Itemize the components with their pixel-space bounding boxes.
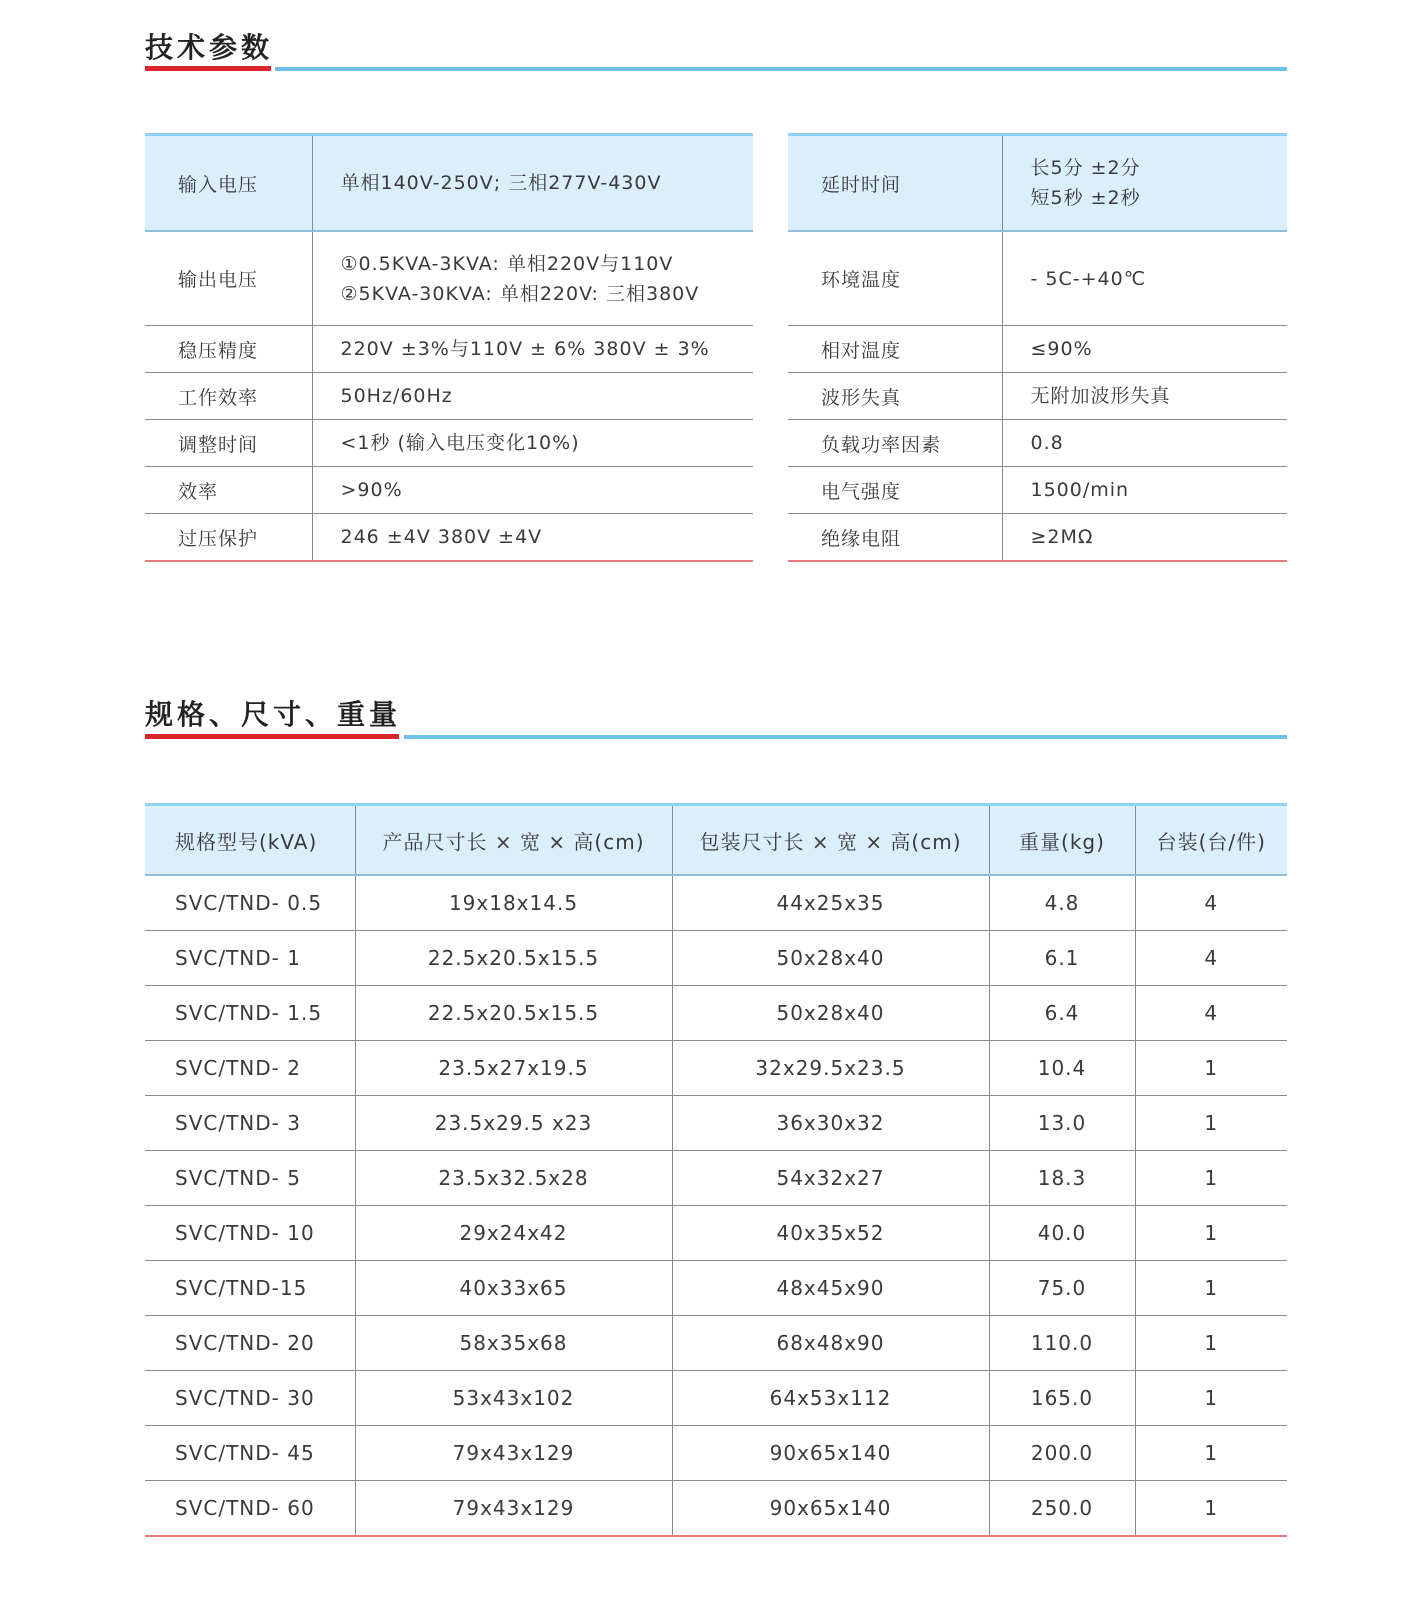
- section-title-tech-params: 技术参数: [145, 31, 274, 64]
- spec-value-line: - 5C-+40℃: [1030, 267, 1147, 290]
- table-cell: 40x33x65: [355, 1261, 672, 1316]
- table-cell: SVC/TND- 45: [145, 1426, 355, 1481]
- spec-value-line: ≥2MΩ: [1030, 526, 1094, 548]
- table-cell: 6.1: [989, 931, 1135, 986]
- spec-value: [312, 514, 753, 562]
- spec-label: 工作效率: [145, 373, 312, 420]
- spec-row: [145, 514, 753, 562]
- table-row: [145, 1151, 1287, 1206]
- column-header: 规格型号(kVA): [145, 805, 355, 876]
- table-cell: 23.5x29.5 x23: [355, 1096, 672, 1151]
- title-underline-blue: [404, 735, 1287, 739]
- spec-value: [1002, 514, 1287, 562]
- spec-row: [788, 135, 1287, 232]
- spec-value: [1002, 373, 1287, 420]
- spec-row: [788, 326, 1287, 373]
- table-cell: SVC/TND- 60: [145, 1481, 355, 1537]
- table-cell: 23.5x32.5x28: [355, 1151, 672, 1206]
- table-cell: 48x45x90: [672, 1261, 989, 1316]
- table-cell: 1: [1135, 1316, 1287, 1371]
- spec-row: [788, 373, 1287, 420]
- table-cell: 50x28x40: [672, 931, 989, 986]
- spec-label: 调整时间: [145, 420, 312, 467]
- spec-row: [788, 420, 1287, 467]
- spec-value-line: <1秒 (输入电压变化10%): [340, 432, 580, 454]
- table-cell: 53x43x102: [355, 1371, 672, 1426]
- table-cell: 32x29.5x23.5: [672, 1041, 989, 1096]
- table-row: [145, 1426, 1287, 1481]
- spec-value: [312, 420, 753, 467]
- spec-value: [312, 135, 753, 232]
- spec-value: [1002, 467, 1287, 514]
- spec-label: 输入电压: [145, 135, 312, 232]
- table-cell: 23.5x27x19.5: [355, 1041, 672, 1096]
- spec-value: [312, 373, 753, 420]
- table-cell: 64x53x112: [672, 1371, 989, 1426]
- spec-value-line: 220V ±3%与110V ± 6% 380V ± 3%: [340, 338, 710, 360]
- table-row: [145, 1316, 1287, 1371]
- spec-row: [788, 467, 1287, 514]
- table-cell: 10.4: [989, 1041, 1135, 1096]
- spec-label: 电气强度: [788, 467, 1002, 514]
- spec-value: [1002, 420, 1287, 467]
- table-cell: 1: [1135, 1371, 1287, 1426]
- table-row: [145, 875, 1287, 931]
- spec-row: [788, 231, 1287, 326]
- table-cell: 29x24x42: [355, 1206, 672, 1261]
- table-cell: 165.0: [989, 1371, 1135, 1426]
- spec-value-line: 50Hz/60Hz: [340, 385, 453, 407]
- section-title-sizes: 规格、尺寸、重量: [145, 698, 402, 731]
- spec-value: [312, 467, 753, 514]
- table-cell: 54x32x27: [672, 1151, 989, 1206]
- table-row: [145, 1206, 1287, 1261]
- table-row: [145, 931, 1287, 986]
- spec-value-line: ①0.5KVA-3KVA: 单相220V与110V: [340, 252, 674, 275]
- table-cell: 1: [1135, 1206, 1287, 1261]
- spec-value-line: 无附加波形失真: [1030, 385, 1171, 407]
- table-cell: 44x25x35: [672, 875, 989, 931]
- spec-value-line: 1500/min: [1030, 479, 1130, 501]
- column-header: 产品尺寸长 × 宽 × 高(cm): [355, 805, 672, 876]
- table-cell: 13.0: [989, 1096, 1135, 1151]
- table-cell: 68x48x90: [672, 1316, 989, 1371]
- table-cell: 1: [1135, 1151, 1287, 1206]
- table-cell: 1: [1135, 1426, 1287, 1481]
- spec-label: 延时时间: [788, 135, 1002, 232]
- table-cell: SVC/TND-15: [145, 1261, 355, 1316]
- table-cell: 6.4: [989, 986, 1135, 1041]
- column-header: 台装(台/件): [1135, 805, 1287, 876]
- title-underline-blue: [275, 67, 1287, 71]
- spec-row: [145, 135, 753, 232]
- spec-table-left: [145, 133, 753, 562]
- spec-row: [145, 420, 753, 467]
- column-header: 包装尺寸长 × 宽 × 高(cm): [672, 805, 989, 876]
- table-cell: SVC/TND- 1.5: [145, 986, 355, 1041]
- table-cell: 110.0: [989, 1316, 1135, 1371]
- table-cell: 40x35x52: [672, 1206, 989, 1261]
- spec-value-line: 246 ±4V 380V ±4V: [340, 526, 543, 548]
- spec-row: [788, 514, 1287, 562]
- spec-row: [145, 467, 753, 514]
- table-cell: 1: [1135, 1261, 1287, 1316]
- spec-row: [145, 326, 753, 373]
- spec-value: [312, 231, 753, 326]
- table-cell: 36x30x32: [672, 1096, 989, 1151]
- table-cell: 75.0: [989, 1261, 1135, 1316]
- table-cell: SVC/TND- 0.5: [145, 875, 355, 931]
- table-cell: 1: [1135, 1096, 1287, 1151]
- spec-value-line: 短5秒 ±2秒: [1030, 187, 1141, 209]
- table-cell: 4.8: [989, 875, 1135, 931]
- title-underline-red: [145, 66, 271, 71]
- table-cell: SVC/TND- 1: [145, 931, 355, 986]
- table-cell: 4: [1135, 931, 1287, 986]
- table-row: [145, 1481, 1287, 1537]
- spec-row: [145, 231, 753, 326]
- table-cell: SVC/TND- 10: [145, 1206, 355, 1261]
- table-cell: SVC/TND- 5: [145, 1151, 355, 1206]
- spec-label: 负载功率因素: [788, 420, 1002, 467]
- table-row: [145, 1041, 1287, 1096]
- table-cell: SVC/TND- 30: [145, 1371, 355, 1426]
- table-cell: 200.0: [989, 1426, 1135, 1481]
- table-cell: 50x28x40: [672, 986, 989, 1041]
- spec-value-line: 0.8: [1030, 432, 1064, 454]
- table-cell: 1: [1135, 1041, 1287, 1096]
- size-table: [145, 803, 1287, 1537]
- table-row: [145, 1096, 1287, 1151]
- column-header: 重量(kg): [989, 805, 1135, 876]
- table-cell: 18.3: [989, 1151, 1135, 1206]
- spec-label: 稳压精度: [145, 326, 312, 373]
- table-cell: 22.5x20.5x15.5: [355, 931, 672, 986]
- spec-value-line: ≤90%: [1030, 338, 1093, 360]
- table-cell: 40.0: [989, 1206, 1135, 1261]
- spec-label: 过压保护: [145, 514, 312, 562]
- spec-value: [312, 326, 753, 373]
- table-cell: 58x35x68: [355, 1316, 672, 1371]
- title-underline-red: [145, 734, 399, 739]
- table-cell: 250.0: [989, 1481, 1135, 1537]
- table-cell: 4: [1135, 986, 1287, 1041]
- spec-value-line: 单相140V-250V; 三相277V-430V: [340, 172, 662, 194]
- spec-label: 输出电压: [145, 231, 312, 326]
- table-cell: SVC/TND- 20: [145, 1316, 355, 1371]
- table-cell: 4: [1135, 875, 1287, 931]
- spec-row: [145, 373, 753, 420]
- spec-value-line: 长5分 ±2分: [1030, 157, 1141, 179]
- table-cell: SVC/TND- 2: [145, 1041, 355, 1096]
- table-cell: 79x43x129: [355, 1481, 672, 1537]
- spec-label: 波形失真: [788, 373, 1002, 420]
- table-row: [145, 986, 1287, 1041]
- table-row: [145, 1261, 1287, 1316]
- spec-value: [1002, 135, 1287, 232]
- table-cell: 1: [1135, 1481, 1287, 1537]
- table-cell: 22.5x20.5x15.5: [355, 986, 672, 1041]
- table-cell: 90x65x140: [672, 1426, 989, 1481]
- spec-label: 绝缘电阻: [788, 514, 1002, 562]
- table-cell: SVC/TND- 3: [145, 1096, 355, 1151]
- spec-value: [1002, 326, 1287, 373]
- table-cell: 79x43x129: [355, 1426, 672, 1481]
- spec-label: 环境温度: [788, 231, 1002, 326]
- spec-table-right: [788, 133, 1287, 562]
- table-cell: 19x18x14.5: [355, 875, 672, 931]
- spec-value-line: >90%: [340, 479, 403, 501]
- table-row: [145, 1371, 1287, 1426]
- spec-label: 效率: [145, 467, 312, 514]
- spec-value-line: ②5KVA-30KVA: 单相220V: 三相380V: [340, 282, 700, 305]
- table-cell: 90x65x140: [672, 1481, 989, 1537]
- spec-value: [1002, 231, 1287, 326]
- spec-label: 相对温度: [788, 326, 1002, 373]
